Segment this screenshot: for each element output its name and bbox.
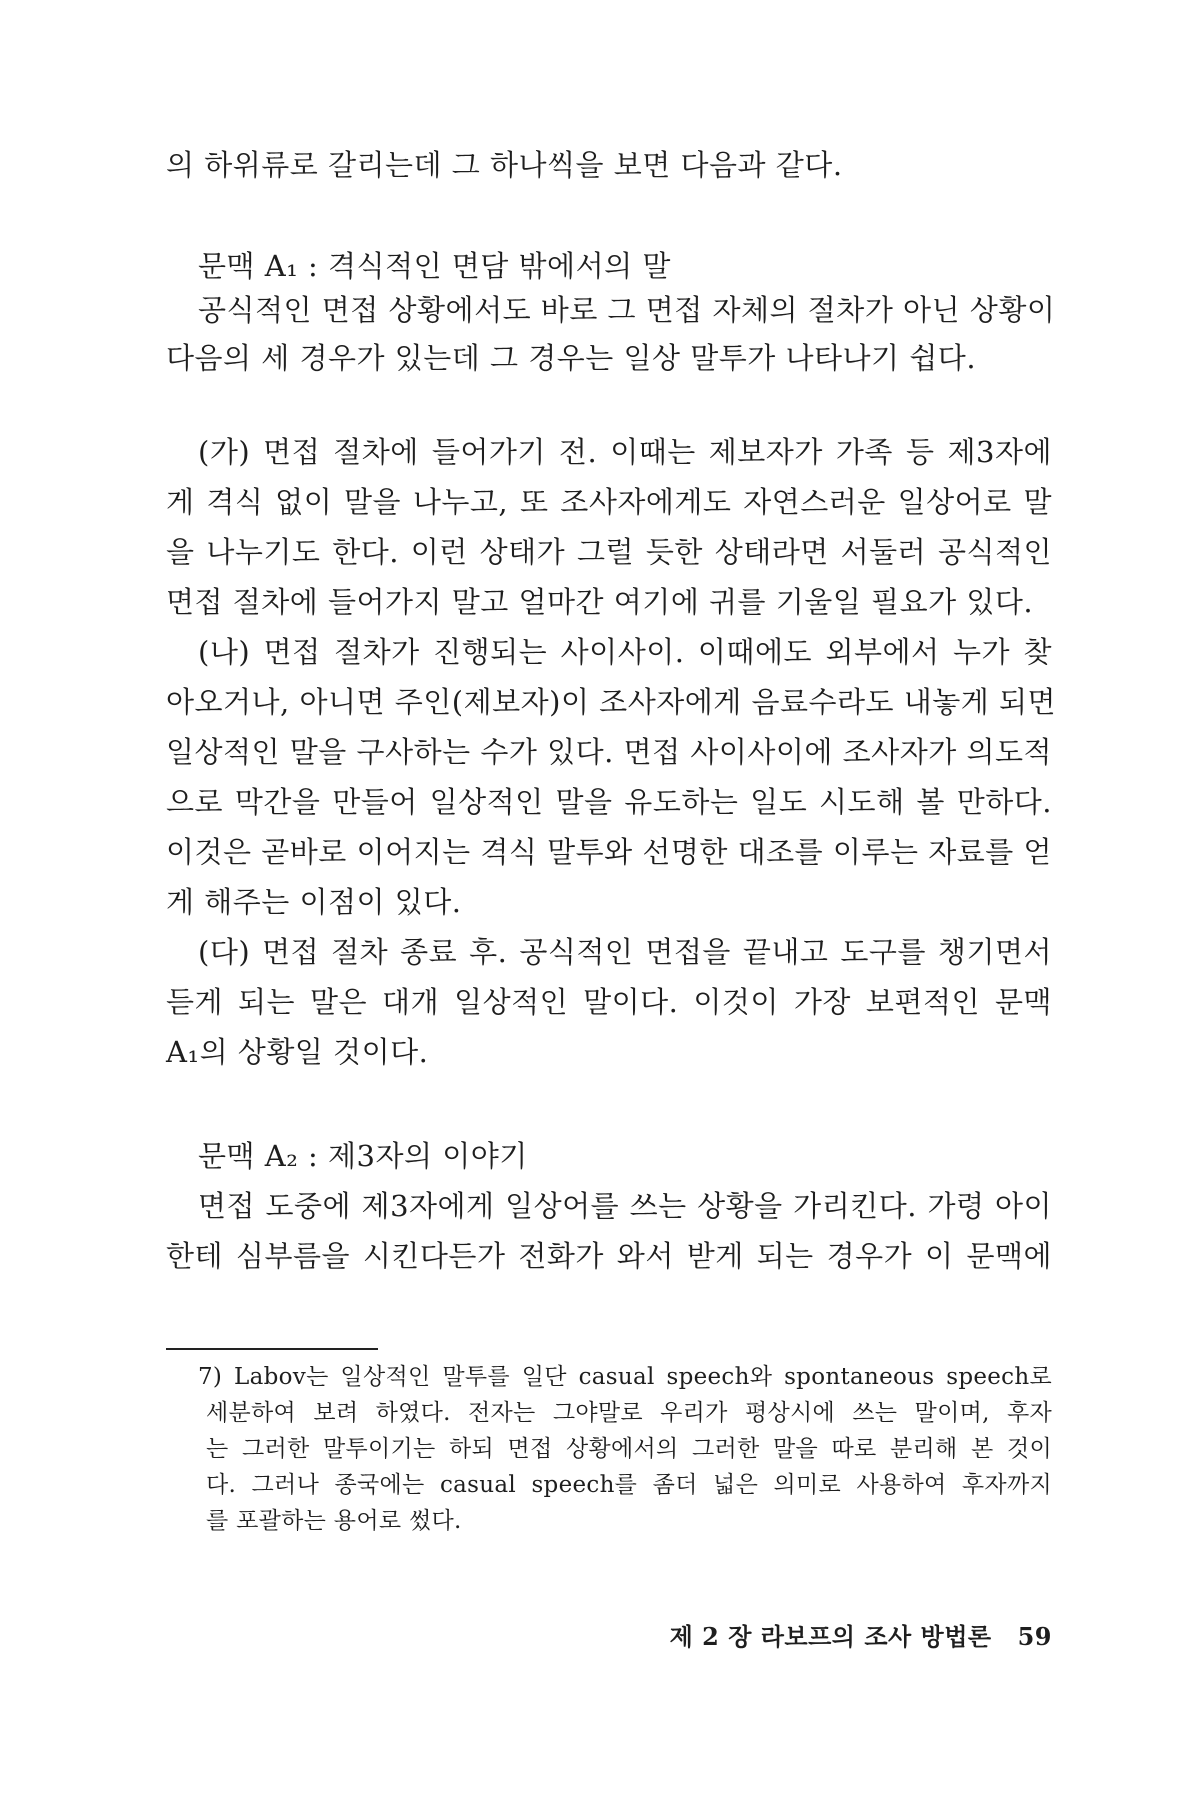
- footnote-line: 7) Labov는 일상적인 말투를 일단 casual speech와 spontaneous speech로: [198, 1364, 1052, 1390]
- chapter-title: 제 2 장 라보프의 조사 방법론: [669, 1622, 992, 1651]
- footnote-line: 세분하여 보려 하였다. 전자는 그야말로 우리가 평상시에 쓰는 말이며, 후자: [206, 1400, 1052, 1426]
- item-ga-line: 을 나누기도 한다. 이런 상태가 그럴 듯한 상태라면 서둘러 공식적인: [166, 535, 1052, 569]
- item-na-line: (나) 면접 절차가 진행되는 사이사이. 이때에도 외부에서 누가 찾: [198, 635, 1052, 669]
- page-number: 59: [1017, 1622, 1052, 1651]
- section-a1-line: 공식적인 면접 상황에서도 바로 그 면접 자체의 절차가 아닌 상황이: [198, 293, 1056, 327]
- item-da-line: 듣게 되는 말은 대개 일상적인 말이다. 이것이 가장 보편적인 문맥: [166, 985, 1052, 1019]
- item-na-line: 아오거나, 아니면 주인(제보자)이 조사자에게 음료수라도 내놓게 되면: [166, 685, 1057, 719]
- section-a1-heading: 문맥 A₁ : 격식적인 면담 밖에서의 말: [198, 249, 671, 283]
- section-a2-line: 면접 도중에 제3자에게 일상어를 쓰는 상황을 가리킨다. 가령 아이: [198, 1189, 1052, 1223]
- item-ga-line: 게 격식 없이 말을 나누고, 또 조사자에게도 자연스러운 일상어로 말: [166, 485, 1052, 519]
- running-footer: [652, 1620, 1052, 1654]
- item-da-line: (다) 면접 절차 종료 후. 공식적인 면접을 끝내고 도구를 챙기면서: [198, 935, 1052, 969]
- footnote-divider: [166, 1348, 378, 1350]
- intro-line: 의 하위류로 갈리는데 그 하나씩을 보면 다음과 같다.: [166, 148, 843, 182]
- item-ga-line: 면접 절차에 들어가지 말고 얼마간 여기에 귀를 기울일 필요가 있다.: [166, 585, 1034, 619]
- item-na-line: 일상적인 말을 구사하는 수가 있다. 면접 사이사이에 조사자가 의도적: [166, 735, 1052, 769]
- item-na-line: 이것은 곧바로 이어지는 격식 말투와 선명한 대조를 이루는 자료를 얻: [166, 835, 1052, 869]
- footnote-line: 를 포괄하는 용어로 썼다.: [206, 1508, 462, 1534]
- item-na-line: 게 해주는 이점이 있다.: [166, 885, 462, 919]
- item-ga-line: (가) 면접 절차에 들어가기 전. 이때는 제보자가 가족 등 제3자에: [198, 435, 1052, 469]
- section-a2-heading: 문맥 A₂ : 제3자의 이야기: [198, 1139, 528, 1173]
- footnote-line: 다. 그러나 종국에는 casual speech를 좀더 넓은 의미로 사용하여 후자까지: [206, 1472, 1052, 1498]
- item-da-line: A₁의 상황일 것이다.: [166, 1035, 429, 1069]
- section-a2-line: 한테 심부름을 시킨다든가 전화가 와서 받게 되는 경우가 이 문맥에: [166, 1239, 1052, 1273]
- item-na-line: 으로 막간을 만들어 일상적인 말을 유도하는 일도 시도해 볼 만하다.: [166, 785, 1052, 819]
- section-a1-line: 다음의 세 경우가 있는데 그 경우는 일상 말투가 나타나기 쉽다.: [166, 341, 977, 375]
- footnote-line: 는 그러한 말투이기는 하되 면접 상황에서의 그러한 말을 따로 분리해 본 것이: [206, 1436, 1052, 1462]
